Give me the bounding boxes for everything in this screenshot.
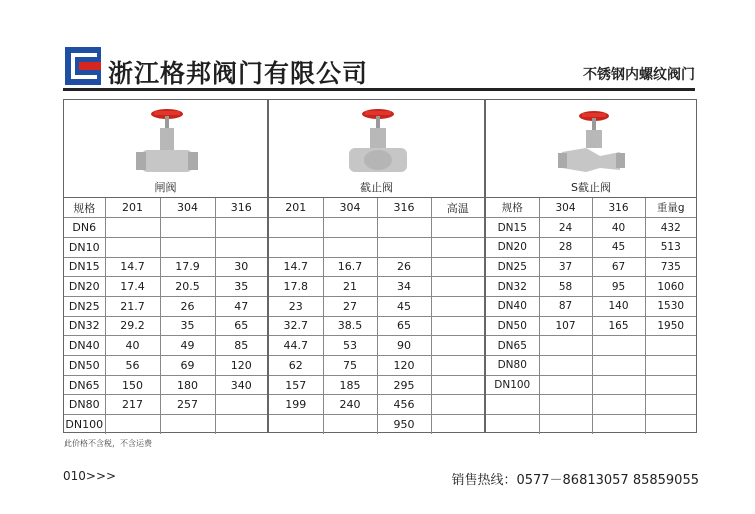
table-row	[486, 316, 696, 336]
table-row	[269, 296, 484, 316]
table-cell: 180	[160, 375, 215, 395]
table-cell: 140	[592, 296, 645, 316]
table-cell	[539, 375, 592, 395]
table-cell: 85	[215, 336, 267, 356]
table-cell: 217	[105, 395, 160, 415]
column-header: 规格	[64, 198, 105, 218]
table-cell: 58	[539, 277, 592, 297]
price-footnote: 此价格不含税，不含运费	[64, 439, 152, 448]
table-row	[486, 277, 696, 297]
table-cell: 1060	[645, 277, 696, 297]
table-row	[269, 375, 484, 395]
table-row	[64, 395, 267, 415]
table-cell	[645, 356, 696, 376]
table-cell: 27	[323, 296, 377, 316]
table-cell: 21	[323, 277, 377, 297]
table-row	[64, 316, 267, 336]
table-row	[486, 336, 696, 356]
column-header: 201	[269, 198, 323, 218]
table-cell: 44.7	[269, 336, 323, 356]
table-cell: DN65	[486, 336, 539, 356]
table-cell: 17.8	[269, 277, 323, 297]
catalog-title: 不锈钢内螺纹阀门	[583, 67, 695, 83]
gate-valve-image-cell	[64, 100, 267, 198]
table-cell: 26	[377, 257, 431, 277]
table-cell	[592, 336, 645, 356]
table-row	[64, 375, 267, 395]
table-row	[486, 415, 696, 435]
s-globe-valve-image	[556, 106, 626, 180]
table-cell: 45	[377, 296, 431, 316]
table-row	[486, 356, 696, 376]
column-header: 重量g	[645, 198, 696, 218]
product-name: 闸阀	[154, 181, 177, 194]
table-cell: 1530	[645, 296, 696, 316]
table-row	[64, 277, 267, 297]
table-cell: 53	[323, 336, 377, 356]
table-cell: DN40	[486, 296, 539, 316]
table-row	[486, 237, 696, 257]
table-cell: 65	[215, 316, 267, 336]
table-cell: 49	[160, 336, 215, 356]
table-cell	[645, 336, 696, 356]
table-cell: 150	[105, 375, 160, 395]
table-cell: 432	[645, 218, 696, 238]
table-cell	[539, 415, 592, 435]
table-cell: DN25	[486, 257, 539, 277]
table-cell: 199	[269, 395, 323, 415]
column-header: 高温	[431, 198, 484, 218]
table-cell: DN100	[486, 375, 539, 395]
table-cell: 295	[377, 375, 431, 395]
sales-hotline: 销售热线：0577－86813057 85859055	[451, 473, 699, 488]
table-cell	[539, 336, 592, 356]
header-row	[486, 198, 696, 218]
table-cell	[431, 316, 484, 336]
table-cell: DN32	[486, 277, 539, 297]
table-cell	[323, 218, 377, 238]
table-row	[486, 257, 696, 277]
table-cell: 69	[160, 356, 215, 376]
table-cell: DN100	[64, 415, 105, 435]
table-cell: 185	[323, 375, 377, 395]
table-cell: DN20	[486, 237, 539, 257]
table-cell: 240	[323, 395, 377, 415]
page-number: 010>>>	[63, 469, 117, 483]
table-cell	[323, 415, 377, 435]
table-cell	[215, 395, 267, 415]
table-cell: 28	[539, 237, 592, 257]
table-cell: DN65	[64, 375, 105, 395]
table-cell	[431, 375, 484, 395]
table-row	[486, 375, 696, 395]
table-cell: 950	[377, 415, 431, 435]
table-row	[64, 237, 267, 257]
table-cell: 37	[539, 257, 592, 277]
table-cell: 34	[377, 277, 431, 297]
column-header: 304	[539, 198, 592, 218]
table-cell: DN10	[64, 237, 105, 257]
table-cell: DN50	[64, 356, 105, 376]
table-cell: 90	[377, 336, 431, 356]
table-cell: 165	[592, 316, 645, 336]
table-row	[269, 336, 484, 356]
table-cell: 65	[377, 316, 431, 336]
table-cell: 456	[377, 395, 431, 415]
product-name: 截止阀	[360, 181, 393, 194]
globe-valve-panel	[268, 99, 485, 433]
table-cell: DN80	[64, 395, 105, 415]
table-cell: DN40	[64, 336, 105, 356]
table-cell: 35	[215, 277, 267, 297]
table-cell: 340	[215, 375, 267, 395]
table-cell: 735	[645, 257, 696, 277]
table-cell: DN50	[486, 316, 539, 336]
table-row	[64, 415, 267, 435]
table-cell	[105, 237, 160, 257]
company-logo	[65, 47, 101, 85]
table-cell	[160, 415, 215, 435]
table-cell	[431, 296, 484, 316]
table-row	[269, 237, 484, 257]
table-cell: 95	[592, 277, 645, 297]
table-cell: DN15	[486, 218, 539, 238]
table-row	[64, 257, 267, 277]
header-row	[269, 198, 484, 218]
table-cell: 26	[160, 296, 215, 316]
table-cell	[215, 237, 267, 257]
table-cell	[486, 395, 539, 415]
table-row	[486, 296, 696, 316]
table-cell: 87	[539, 296, 592, 316]
table-cell	[269, 218, 323, 238]
gate-valve-table	[64, 198, 267, 434]
table-cell: 62	[269, 356, 323, 376]
table-row	[486, 218, 696, 238]
table-cell: 24	[539, 218, 592, 238]
table-cell	[592, 395, 645, 415]
table-cell: 120	[377, 356, 431, 376]
table-cell: 75	[323, 356, 377, 376]
table-cell	[215, 218, 267, 238]
table-cell	[431, 395, 484, 415]
table-row	[64, 218, 267, 238]
company-name: 浙江格邦阀门有限公司	[108, 59, 369, 88]
table-cell	[105, 415, 160, 435]
table-cell	[160, 218, 215, 238]
column-header: 304	[160, 198, 215, 218]
table-cell: 16.7	[323, 257, 377, 277]
table-cell	[215, 415, 267, 435]
table-cell: 40	[105, 336, 160, 356]
table-cell: 30	[215, 257, 267, 277]
table-row	[64, 296, 267, 316]
table-cell	[431, 257, 484, 277]
table-cell: 17.4	[105, 277, 160, 297]
globe-valve-table	[269, 198, 484, 434]
table-cell: DN80	[486, 356, 539, 376]
table-row	[269, 395, 484, 415]
s-globe-valve-panel	[485, 99, 697, 433]
table-cell	[105, 218, 160, 238]
table-cell: 67	[592, 257, 645, 277]
table-cell: 56	[105, 356, 160, 376]
table-cell: 14.7	[105, 257, 160, 277]
table-cell	[431, 237, 484, 257]
table-row	[269, 316, 484, 336]
table-row	[269, 218, 484, 238]
table-cell: 20.5	[160, 277, 215, 297]
table-cell	[539, 356, 592, 376]
table-cell: 257	[160, 395, 215, 415]
table-cell: 157	[269, 375, 323, 395]
table-cell	[431, 218, 484, 238]
table-cell	[592, 356, 645, 376]
product-name: S截止阀	[571, 181, 611, 194]
table-cell: 32.7	[269, 316, 323, 336]
table-cell: DN15	[64, 257, 105, 277]
table-cell	[645, 395, 696, 415]
table-cell: 120	[215, 356, 267, 376]
table-cell	[431, 415, 484, 435]
table-cell: DN25	[64, 296, 105, 316]
table-cell	[645, 415, 696, 435]
table-cell	[592, 415, 645, 435]
table-cell	[323, 237, 377, 257]
table-cell: 17.9	[160, 257, 215, 277]
table-cell: DN6	[64, 218, 105, 238]
globe-valve-image-cell	[269, 100, 484, 198]
header-divider	[63, 88, 695, 91]
table-cell	[486, 415, 539, 435]
table-cell: 45	[592, 237, 645, 257]
column-header: 304	[323, 198, 377, 218]
table-row	[64, 336, 267, 356]
table-row	[269, 277, 484, 297]
table-row	[269, 415, 484, 435]
table-cell	[645, 375, 696, 395]
table-cell: 47	[215, 296, 267, 316]
table-cell: 40	[592, 218, 645, 238]
table-cell: 1950	[645, 316, 696, 336]
table-cell	[269, 237, 323, 257]
table-cell: 23	[269, 296, 323, 316]
table-cell	[539, 395, 592, 415]
table-cell	[592, 375, 645, 395]
table-row	[269, 257, 484, 277]
table-row	[64, 356, 267, 376]
table-cell	[431, 336, 484, 356]
gate-valve-panel	[63, 99, 268, 433]
table-cell: 38.5	[323, 316, 377, 336]
table-cell: 21.7	[105, 296, 160, 316]
column-header: 316	[592, 198, 645, 218]
table-cell	[431, 277, 484, 297]
gate-valve-image	[132, 106, 202, 180]
table-cell	[377, 218, 431, 238]
table-cell: 35	[160, 316, 215, 336]
column-header: 316	[215, 198, 267, 218]
table-cell	[431, 356, 484, 376]
s-globe-valve-table	[486, 198, 696, 434]
header-row	[64, 198, 267, 218]
table-cell: 14.7	[269, 257, 323, 277]
table-cell	[160, 237, 215, 257]
table-cell: 513	[645, 237, 696, 257]
table-cell: DN32	[64, 316, 105, 336]
table-cell: 29.2	[105, 316, 160, 336]
s-globe-valve-image-cell	[486, 100, 696, 198]
column-header: 316	[377, 198, 431, 218]
column-header: 201	[105, 198, 160, 218]
column-header: 规格	[486, 198, 539, 218]
globe-valve-image	[343, 106, 413, 180]
table-cell: 107	[539, 316, 592, 336]
table-cell	[377, 237, 431, 257]
table-cell	[269, 415, 323, 435]
table-cell: DN20	[64, 277, 105, 297]
table-row	[269, 356, 484, 376]
table-row	[486, 395, 696, 415]
